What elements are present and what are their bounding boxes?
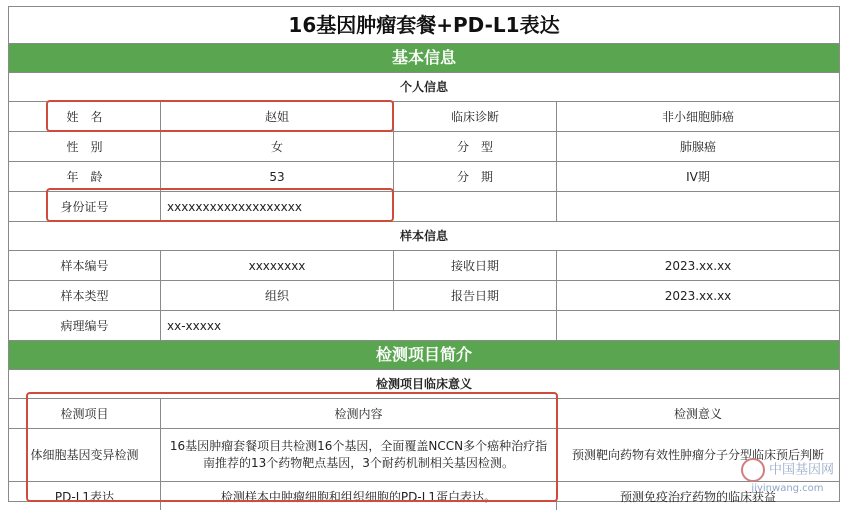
watermark — [741, 458, 834, 496]
pathology-label: 病理编号 — [9, 311, 161, 340]
test-content: 16基因肿瘤套餐项目共检测16个基因，全面覆盖NCCN多个癌种治疗指南推荐的13个药物靶点基因，3个耐药机制相关基因检测。 — [161, 429, 557, 481]
report-date-label: 报告日期 — [394, 281, 557, 310]
test-item: 体细胞基因变异检测 — [9, 429, 161, 481]
age-label: 年 龄 — [9, 162, 161, 191]
pathology-value: xx-xxxxx — [161, 311, 557, 340]
test-meaning: 预测免疫治疗药物的临床获益 — [619, 489, 776, 504]
stage-value: IV期 — [686, 170, 710, 184]
basic-info-band: 基本信息 — [9, 44, 839, 73]
id-label: 身份证号 — [9, 192, 161, 221]
table-row — [9, 429, 839, 482]
sex-label: 性 别 — [9, 132, 161, 161]
table-row — [9, 251, 839, 281]
sample-id-label: 样本编号 — [9, 251, 161, 280]
test-meaning: 预测靶向药物有效性肿瘤分子分型临床预后判断 — [571, 447, 824, 462]
sample-type-label: 样本类型 — [9, 281, 161, 310]
report-date-value: 2023.xx.xx — [664, 288, 732, 303]
watermark-site: jiyinwang.com — [751, 483, 824, 494]
sample-type-value: 组织 — [161, 281, 394, 310]
tests-heading: 检测项目临床意义 — [9, 370, 839, 399]
watermark-name: 中国基因网 — [768, 462, 834, 478]
table-row — [9, 132, 839, 162]
name-label: 姓 名 — [9, 102, 161, 131]
type-label: 分 型 — [394, 132, 557, 161]
diagnosis-label: 临床诊断 — [394, 102, 557, 131]
header-item: 检测项目 — [9, 399, 161, 428]
table-row — [9, 311, 839, 341]
table-row — [9, 102, 839, 132]
name-value: 赵姐 — [161, 102, 394, 131]
diagnosis-value: 非小细胞肺癌 — [661, 110, 734, 124]
type-value: 肺腺癌 — [679, 140, 716, 154]
dna-logo-icon — [741, 458, 765, 482]
tests-header-row — [9, 399, 839, 429]
header-meaning: 检测意义 — [673, 407, 722, 421]
report-document — [8, 6, 840, 502]
stage-label: 分 期 — [394, 162, 557, 191]
received-date-label: 接收日期 — [394, 251, 557, 280]
empty-cell — [557, 311, 839, 340]
sample-info-heading: 样本信息 — [9, 222, 839, 251]
personal-info-heading: 个人信息 — [9, 73, 839, 102]
test-content: 检测样本中肿瘤细胞和组织细胞的PD-L1蛋白表达。 — [161, 482, 557, 510]
empty-cell — [557, 192, 839, 221]
table-row — [9, 281, 839, 311]
id-value: xxxxxxxxxxxxxxxxxxx — [161, 192, 557, 221]
report-title: 16基因肿瘤套餐+PD-L1表达 — [9, 7, 839, 44]
sex-value: 女 — [161, 132, 394, 161]
table-row — [9, 162, 839, 192]
table-row — [9, 192, 839, 222]
sample-id-value: xxxxxxxx — [161, 251, 394, 280]
test-item: PD-L1表达 — [9, 482, 161, 510]
age-value: 53 — [161, 162, 394, 191]
tests-band: 检测项目简介 — [9, 341, 839, 370]
received-date-value: 2023.xx.xx — [664, 258, 732, 273]
header-content: 检测内容 — [161, 399, 557, 428]
